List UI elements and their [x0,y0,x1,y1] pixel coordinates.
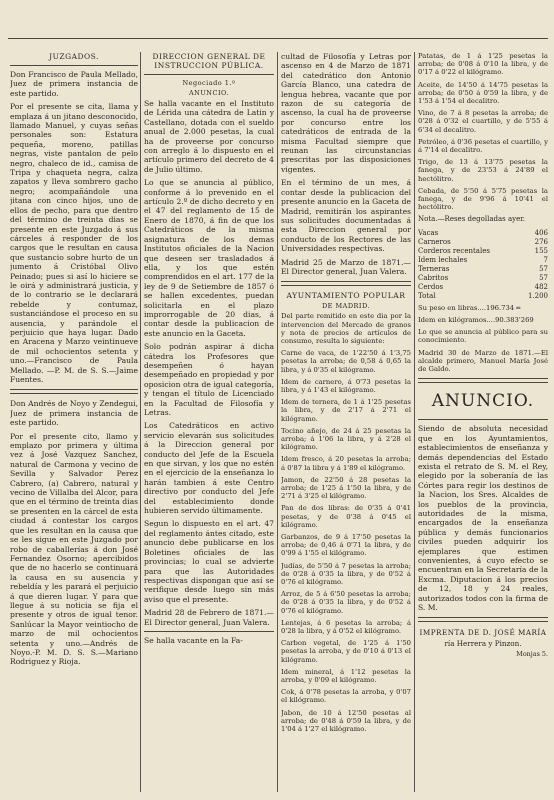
reses-label: Vacas [418,228,439,237]
price-item: Idem de ternera, de 1 á 1'25 pesetas la libra, y de 2'17 á 2'71 el kilógramo. [281,398,411,423]
total-label: Total [418,291,436,300]
reses-table [418,229,548,301]
price-item: Cebada, de 5'50 á 5'75 pesetas la fanega, y de 9'96 á 10'41 el hectólitro. [418,186,548,212]
reses-summary [418,304,548,373]
anuncio-title: ANUNCIO. [431,391,535,412]
paragraph: Por el presente se cita, llama y emplaza á un jitano desconocido, llamado Manuel, y cuyas señas personales son: Estatura pequeña, moreno, patillas negras, viste pantalon de pelo negro, chaleco de id., camisa de Tripa y chaqueta negra, calza zapatos y lleva sombrero gacho negro; acompañándole una jitana con cinco hijos, uno de ellos de pecho, para que dentro del término de treinta dias se presente en este Juzgado á sus cárceles á responder de los cargos que le resultan en causa que sustancio sobre hurto de un jumento á Cristóbal Olivo Peinado; pues si así lo hiciere se le oirá y administrará justicia, y de lo contrario se le declarará rebelde y contumaz, sustanciándose el proceso en su ausencia, y parándole el perjuicio que haya lugar. Dado en Aracena y Marzo veintinueve de mil ochocientos setenta y uno.—Francisco de Paula Mellado. —P. M. de S. S.—Jaime Fuentes. [10,102,138,384]
column-precios-anuncio [418,52,548,792]
imprenta-line: ría Herrera y Pinzon. [444,639,522,649]
price-item: Del parte remitido en este dia por la intervencion del Mercado de granos y nota de precios de artículos de consumo, resulta lo siguiente: [281,312,411,345]
section-heading: JUZGADOS. [49,52,99,61]
table-row [418,238,548,247]
summary-line: Idem en kilógramos....90.383'269 [418,316,534,325]
divider [144,631,274,632]
table-row [418,256,548,265]
paragraph: Segun lo dispuesto en el art. 47 del reglamento ántes citado, este anuncio debe publicarse en los Boletines oficiales de las provincias; lo cual se advierte para que las Autoridades respectivas dispongan que así se verifique desde luego sin más aviso que el presente. [144,519,274,604]
negociado: Negociado 1.º [182,79,236,87]
price-item: Idem fresco, á 20 pesetas la arroba; á 0'87 la libra y á 1'89 el kilógramo. [281,455,411,472]
column-rule [277,52,278,792]
total-row [418,292,548,301]
paragraph: En el término de un mes, á contar desde la publicacion del presente anuncio en la Gaceta de Madrid, remitirán los aspirantes sus solicitudes documentadas á esta Direccion general por conducto de los Rectores de las Universidades respectivas. [281,178,411,254]
price-item: Arroz, de 5 á 6'50 pesetas la arroba; de 0'28 á 0'35 la libra, y de 0'52 á 0'76 el kilógramo. [281,590,411,615]
paragraph: cultad de Filosofía y Letras por ascenso en 4 de Marzo de 1871 del catedrático don Antonio García Blanco, una catedra de lengua hebrea, vacante que por razon de su categoría de ascenso, la cual ha de proveerse por concurso entre los catedráticos de entrada de la misma Facultad siempre que reunan las circunstancias prescritas por las disposiciones vigentes. [281,52,411,174]
price-item: Lentejas, á 6 pesetas la arroba; á 0'28 la libra, y á 0'52 el kilógramo. [281,618,411,636]
column-rule [140,52,141,792]
price-item: Judías, de 5'50 á 7 pesetas la arroba; de 0'28 á 0'35 la libra, y de 0'52 á 0'76 el kilógramo. [281,561,411,587]
reses-count: 155 [534,246,548,255]
reses-count: 57 [539,264,548,273]
paragraph: Los Catedráticos en activo servicio elevarán sus solicitudes á la Direccion general por conducto del Jefe de la Escuela en que sirvan, y los que no estén en el ejercicio de la enseñanza lo harán tambien á este Centro directivo por conducto del Jefe del establecimiento donde hubieren servido últimamente. [144,421,274,516]
reses-label: Terneras [418,264,450,273]
price-item: Carne de vaca, de 1'22'50 á 1'3,75 pesetas la arroba; de 0,58 á 0,65 la libra, y á 0'35 el kilógramo. [281,349,411,374]
price-item: Aceite, de 14'50 á 14'75 pesetas la arroba; de 0'50 á 0'59 la libra, y de 1'53 á 1'54 el decalitro. [418,80,548,106]
column-instruccion-publica [144,52,274,792]
paragraph: Siendo de absoluta necesidad que en los Ayuntamientos, establecimientos de enseñanza y demás dependencias del Estado exista el retrato de S. M. el Rey, elegido por la soberanía de las Córtes para regir los destinos de la Nacion, los Sres. Alcaldes de los pueblos de la provincia, autoridades de la misma, encargados de la enseñanza pública y demás funcionarios civiles pueden adquirir los ejemplares que estimen convenientes, á cuyo efecto se encuentran en la Secretaría de la Excma. Diputacion á los precios de 12, 18 y 24 reales, autorizados todos con la firma de S. M. [418,424,548,612]
reses-count: 482 [534,282,548,291]
price-item: Carbon vegetal, de 1'25 á 1'50 pesetas la arroba, y de 0'10 á 0'13 el kilógramo. [281,639,411,664]
reses-count: 276 [534,237,548,246]
price-item: Tocino añejo, de 24 á 25 pesetas la arroba; á 1'06 la libra, y á 2'28 el kilógramo. [281,426,411,452]
price-item: Petróleo, á 0'36 pesetas el cuartillo, y á 7'14 el decalitro. [418,137,548,155]
section-subheading: DE MADRID. [321,302,371,311]
total-count: 1.200 [527,291,548,300]
price-item: Patatas, de 1 á 1'25 pesetas la arroba; de 0'08 á 0'10 la libra, y de 0'17 á 0'22 el kilógramo. [418,52,548,77]
price-item: Garbanzos, de 9 á 17'50 pesetas la arroba; de 0,46 á 0'71 la libra, y de 0'99 á 1'55 el kilógramo. [281,533,411,558]
reses-count: 57 [539,273,548,282]
paragraph: Madrid 28 de Febrero de 1871.—El Director general, Juan Valera. [144,608,274,627]
price-item: Vino, de 7 á 8 pesetas la arroba; de 0'28 á 0'32 el cuartillo, y de 5'55 á 6'34 el decalitro. [418,109,548,134]
divider [10,65,138,66]
section-heading: AYUNTAMIENTO POPULAR [286,291,406,301]
divider [418,378,548,383]
column-juzgados [10,52,138,792]
column-facultad-ayuntamiento [281,52,411,792]
price-item: Trigo, de 13 á 13'75 pesetas la fanega, y de 23'53 á 24'89 el hectólitro. [418,158,548,183]
price-item: Idem de carnero, á 0'73 pesetas la libra, y á 1'43 el kilógramo. [281,377,411,394]
paragraph: Don Francisco de Paula Mellado, Juez de primera instancia de este partido. [10,70,138,98]
paragraph: Madrid 25 de Marzo de 1871.—El Director general, Juan Valera. [281,257,411,276]
top-rule [8,38,548,39]
imprenta-address: Monjas 5. [516,650,548,659]
table-row [418,247,548,256]
reses-count: 406 [534,228,548,237]
price-item: Pan de dos libras: de 0'35 á 0'41 pesetas, y de 0'38 á 0'45 el kilógramo. [281,504,411,529]
nota-heading: Nota.—Reses degolladas ayer. [418,215,526,224]
column-rule [414,52,415,792]
reses-label: Cabritos [418,273,449,282]
paragraph: Por el presente cito, llamo y emplazo por primera y última vez á José Vazquez Sanchez, natural de Carmona y vecino de Sevilla y Salvador Perez Cabrero, (a) Cabrero, natural y vecino de Villalba del Alcor, para que en el término de treinta dias se presenten en la cárcel de esta ciudad á contestar los cargos que les resultan en la causa que se les sigue en este Juzgado por robo de caballerías á don José Fernandez Osorno; apercibidos que de no hacerlo se continuará la causa en su ausencia y rebeldía y les parará el perjuicio á que dieren lugar. Y para que llegue á su noticia se fija el presente y otros de igual tenor. Sanlúcar la Mayor veintiocho de marzo de mil ochocientos setenta y uno.—Andrés de Noyo.-P. M. D. S. S.—Mariano Rodriguez y Rioja. [10,431,138,667]
reses-label: Cerdos [418,282,444,291]
divider [418,419,548,420]
section-heading: DIRECCION GENERAL DE INSTRUCCION PÚBLICA. [152,52,266,70]
paragraph: Lo que se anuncia al público, conforme á lo prevenido en el artículo 2.º de dicho decreto y en el 47 del reglamento de 15 de Enero de 1870, á fin de que los Catedráticos de la misma asignatura de los demas Institutos oficiales de la Nacion que deseen ser trasladados á ella, y los que estén comprendidos en el art. 177 de la ley de 9 de Setiembre de 1857 ó se hallen excedentes, puedan solicitarla en el plazo improrrogable de 20 dias, á contar desde la publicacion de este anuncio en la Gaceta. [144,178,274,338]
summary-line: Su peso en libras....196.734 ═ [418,303,521,312]
anuncio-heading: ANUNCIO. [188,89,230,97]
paragraph: Solo podrán aspirar á dicha cátedra los Profesores que desempeñen ó hayan desempeñado en propiedad y por oposicion otra de igual categoría, y tengan el título de Licenciado en la Facultad de Filosofía y Letras. [144,342,274,417]
paragraph: Se halla vacante en la Fa- [144,635,243,645]
price-item: Cok, á 0'78 pesetas la arroba, y 0'07 el kilógramo. [281,688,411,705]
summary-line: Lo que se anuncia al público para su conocimiento. [418,328,548,345]
divider [10,389,138,394]
price-item: Jabon, de 10 á 12'50 pesetas al arroba; de 0'48 á 0'59 la libra, y de 1'04 á 1'27 el kilógramo. [281,708,411,734]
price-list [418,52,548,211]
reses-label: Corderos recentales [418,246,490,255]
reses-label: Carneros [418,237,451,246]
divider [281,281,411,286]
paragraph: Don Andrés de Noyo y Zendegui, Juez de primera instancia de este partido. [10,399,138,428]
table-row [418,283,548,292]
price-item: Jamon, de 22'50 á 28 pesetas la arroba; de 1'25 á 1'50 la libra, y de 2'71 á 3'25 el kilógramo. [281,475,411,501]
divider [418,617,548,622]
paragraph: Se halla vacante en el Instituto de Lérida una cátedra de Latin y Castellano, dotada con el sueldo anual de 2.000 pesetas, la cual ha de proveerse por concurso con arreglo á lo dispuesto en el artículo primero del decreto de 4 de Julio último. [144,99,274,174]
reses-label: Idem lechales [418,255,468,264]
imprenta-line: IMPRENTA DE D. JOSÉ MARÍA [419,628,547,638]
divider [144,74,274,75]
table-row [418,274,548,283]
price-list [281,312,411,733]
table-row [418,229,548,238]
reses-count: 7 [543,255,548,264]
table-row [418,265,548,274]
summary-line: Madrid 30 de Marzo de 1871.—El alcalde primero, Manuel María José de Galdo. [418,348,548,374]
price-item: Idem mineral, á 1'12 pesetas la arroba, y 0'09 el kilógramo. [281,667,411,685]
